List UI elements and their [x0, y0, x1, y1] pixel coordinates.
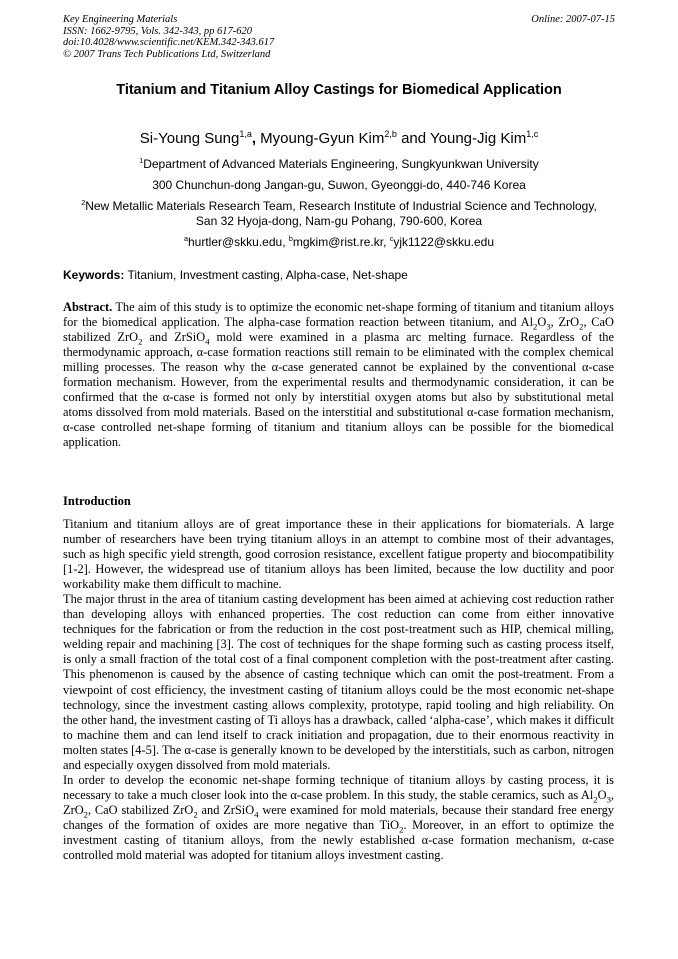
journal-name: Key Engineering Materials: [63, 14, 178, 25]
affiliation-2-line-1: [0, 199, 678, 213]
intro-text: , CaO stabilized ZrO: [87, 802, 194, 817]
affil-number: 1: [139, 156, 144, 165]
email-sup: b: [288, 234, 293, 243]
doi-line: doi:10.4028/www.scientific.net/KEM.342-343.617: [63, 37, 275, 48]
author-affil-sup: 1,c: [526, 129, 539, 139]
subscript: 2: [193, 809, 198, 820]
abstract-text: , ZrO: [550, 315, 580, 330]
affiliation-1-line-1: [0, 157, 678, 171]
subscript: 2: [533, 321, 538, 332]
author-name: Si-Young Sung: [139, 130, 240, 147]
subscript: 3: [606, 794, 611, 805]
intro-text: . Moreover, in an effort to optimize the investment casting of titanium alloys, from the newly established α-case formation mechanism, α-case controlled mold material was adopted for titanium alloys investment casting.: [63, 817, 614, 863]
intro-text: and ZrSiO: [197, 802, 255, 817]
intro-text: , ZrO: [63, 787, 614, 817]
affiliation-1-line-2: 300 Chunchun-dong Jangan-gu, Suwon, Gyeonggi-do, 440-746 Korea: [152, 178, 526, 192]
subscript: 2: [579, 321, 584, 332]
abstract-text: mold were examined in a plasma arc melting furnace. Regardless of the thermodynamic approach, α-case formation reactions still remain to be eliminated with the complex chemical milling processes. The reason why the α-case generated cannot be explained by the conventional α-case formation mechanism. However, from the experimental results and thermodynamic consideration, it can be confirmed that the α-case is formed not only by interstitial oxygen atoms but also by substitutional metal atoms dissolved from mold materials. Based on the interstitial and substitutional α-case formation mechanism, α-case controlled net-shape forming of titanium and titanium alloys can be possible for the biomedical application.: [63, 330, 614, 450]
abstract-text: O: [537, 315, 547, 330]
author-name: Young-Jig Kim: [430, 130, 527, 147]
author-name: Myoung-Gyun Kim: [260, 130, 385, 147]
paper-title: Titanium and Titanium Alloy Castings for Biomedical Application: [116, 82, 562, 98]
keywords-text: Titanium, Investment casting, Alpha-case, Net-shape: [127, 268, 408, 282]
keywords-label: Keywords:: [63, 268, 125, 282]
author-affil-sup: 2,b: [384, 129, 397, 139]
copyright-line: © 2007 Trans Tech Publications Ltd, Switzerland: [63, 48, 271, 60]
abstract-text: , CaO stabilized ZrO: [63, 315, 614, 345]
abstract-label: Abstract.: [63, 300, 113, 314]
email-b: mgkim@rist.re.kr: [292, 235, 384, 249]
intro-text: O: [597, 787, 607, 802]
issn-line: ISSN: 1662-9795, Vols. 342-343, pp 617-620: [63, 25, 252, 37]
email-line: $^a$hurtler@skku.edu, $^b$mgkim@rist.re.kr, $^c$yjk1122@skku.edu: [183, 234, 495, 249]
subscript: 3: [546, 321, 551, 332]
keywords: [63, 268, 408, 282]
subscript: 2: [593, 794, 598, 805]
affil-number: 2: [81, 198, 86, 207]
author-affil-sup: 1,a: [239, 129, 252, 139]
intro-text: were examined for mold materials, because their standard free energy changes of the formation of oxides are more negative than TiO: [63, 802, 614, 832]
author-separator: and: [401, 130, 427, 147]
intro-paragraph-3: [63, 773, 614, 863]
intro-paragraph-1: Titanium and titanium alloys are of great importance these in their applications for biomaterials. A large number of researchers have been trying titanium alloys in an attempt to combine most of their advantages, such as high specific yield strength, good corrosion resistance, excellent fatigue property and biocompatibility [1-2]. However, the widespread use of titanium alloys has been limited, because the low ductility and poor workability make them difficult to machine.: [63, 517, 614, 592]
affil-text: Department of Advanced Materials Engineering, Sungkyunkwan University: [143, 157, 539, 171]
section-heading-introduction: Introduction: [63, 494, 131, 508]
subscript: 2: [83, 809, 88, 820]
abstract-text: and ZrSiO: [142, 330, 206, 345]
online-date: Online: 2007-07-15: [531, 14, 615, 25]
intro-text: In order to develop the economic net-shape forming technique of titanium alloys by casting process, it is necessary to take a much closer look into the α-case problem. In this study, the stable ceramics, such as Al: [63, 772, 614, 802]
abstract-text: The aim of this study is to optimize the economic net-shape forming of titanium and titanium alloys for the biomedical application. The alpha-case formation reaction between titanium, and Al: [63, 300, 615, 330]
email-sup: c: [389, 234, 394, 243]
subscript: 4: [205, 336, 210, 347]
abstract: [63, 300, 614, 450]
subscript: 4: [254, 809, 259, 820]
journal-header: [63, 14, 274, 60]
email-a: hurtler@skku.edu: [187, 235, 283, 249]
author-list: [0, 130, 678, 147]
email-sup: a: [183, 234, 188, 243]
email-c: yjk1122@skku.edu: [393, 235, 495, 249]
subscript: 2: [138, 336, 143, 347]
affiliation-2-line-2: San 32 Hyoja-dong, Nam-gu Pohang, 790-600, Korea: [195, 214, 483, 228]
subscript: 2: [399, 824, 404, 835]
intro-paragraph-2: The major thrust in the area of titanium casting development has been aimed at achieving cost reduction rather than developing alloys with enhanced properties. The cost reduction can come from either innovative techniques for the fabrication or from the reduction in the cost post-treatment such as HIP, chemical milling, welding repair and machining [3]. The cost of techniques for the shape forming such as casting process itself, is only a small fraction of the total cost of a final component completion with the post-treatment after casting. This phenomenon is caused by the absence of casting technique which can omit the post-treatment. From a viewpoint of cost efficiency, the investment casting of titanium alloys could be the most economic net-shape technology, since the investment casting allows complexity, prototype, rapid tooling and high reliability. On the other hand, the investment casting of Ti alloys has a drawback, called ‘alpha-case’, which makes it difficult to machine them and can lend itself to crack initiation and propagation, due to their enormous reactivity in molten states [4-5]. The α-case is generally known to be developed by the interstitials, such as carbon, nitrogen and especially oxygen dissolved from mold materials.: [63, 592, 614, 772]
author-separator: ,: [251, 130, 256, 147]
introduction-body: [63, 517, 614, 863]
affil-text: New Metallic Materials Research Team, Research Institute of Industrial Science and Technology,: [85, 199, 597, 213]
